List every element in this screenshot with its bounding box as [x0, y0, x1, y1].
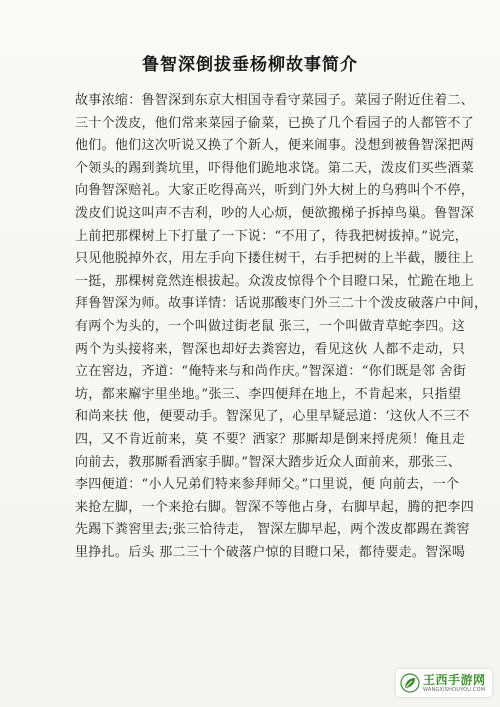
story-line: 立在窖边，齐道：“俺特来与和尚作庆。”智深道：“你们既是邻 舍街 [75, 364, 467, 380]
story-line: 个领头的踢到粪坑里，吓得他们跪地求饶。第二天，泼皮们买些酒菜 [75, 160, 475, 176]
story-line: 两个为头接将来，智深也却好去粪窖边，看见这伙 人都不走动，只 [75, 341, 466, 357]
watermark-site-url: WANGXISHOUYOU.COM [423, 686, 486, 693]
story-line: 四，又不肯近前来，莫 不要？洒家？那厮却是倒来捋虎须！俺且走 [75, 431, 466, 447]
story-line: 先踢下粪窖里去;张三恰待走， 智深左脚早起，两个泼皮都踢在粪窖 [75, 522, 470, 538]
story-line: 和尚来扶 他，便要动手。智深见了，心里早疑忌道：‘这伙人不三不 [75, 409, 470, 425]
story-line: 李四便道：“小人兄弟们特来参拜师父。”口里说，便 向前去，一个 [75, 477, 460, 493]
watermark-site-name: 王西手游网 [423, 672, 486, 687]
site-watermark [396, 669, 492, 697]
story-line: 故事浓缩：鲁智深到东京大相国寺看守菜园子。菜园子附近住着二、 [75, 93, 475, 108]
story-line: 里挣扎。后头 那二三十个破落户惊的目瞪口呆，都待要走。智深喝 [75, 544, 466, 560]
leaf-logo-icon [400, 673, 420, 693]
story-line: 拜鲁智深为师。故事详情：话说那酸枣门外三二十个泼皮破落户中间， [75, 296, 488, 312]
story-line: 向鲁智深赔礼。大家正吃得高兴，听到门外大树上的乌鸦叫个不停， [75, 183, 475, 199]
story-line: 来抢左脚，一个来抢右脚。智深不等他占身，右脚早起，腾的把李四 [75, 499, 475, 515]
story-line: 他们。他们这次听说又换了个新人，便来闹事。没想到被鲁智深把两 [75, 138, 475, 154]
story-line: 泼皮们说这叫声不吉利，吵的人心烦，便欲搬梯子拆掉鸟巢。鲁智深 [75, 205, 475, 221]
story-line: 三十个泼皮，他们常来菜园子偷菜，已换了几个看园子的人都管不了 [75, 115, 475, 131]
story-line: 只见他脱掉外衣，用左手向下搂住树干，右手把树的上半截，腰往上 [75, 251, 475, 267]
story-line: 一挺，那棵树竟然连根拔起。众泼皮惊得个个目瞪口呆，忙跪在地上 [75, 273, 475, 289]
page-title: 鲁智深倒拔垂杨柳故事简介 [142, 55, 358, 75]
watermark-text [423, 674, 486, 693]
story-body [75, 90, 488, 564]
story-line: 坊，都来廨宇里坐地。”张三、李四便拜在地上，不肯起来，只指望 [75, 386, 462, 402]
story-line: 上前把那棵树上下打量了一下说：“不用了，待我把树拔掉。”说完， [75, 228, 469, 244]
story-line: 向前去，教那厮看洒家手脚。”智深大踏步近众人面前来，那张三、 [75, 454, 462, 470]
story-line: 有两个为头的，一个叫做过街老鼠 张三，一个叫做青草蛇李四。这 [75, 318, 466, 334]
